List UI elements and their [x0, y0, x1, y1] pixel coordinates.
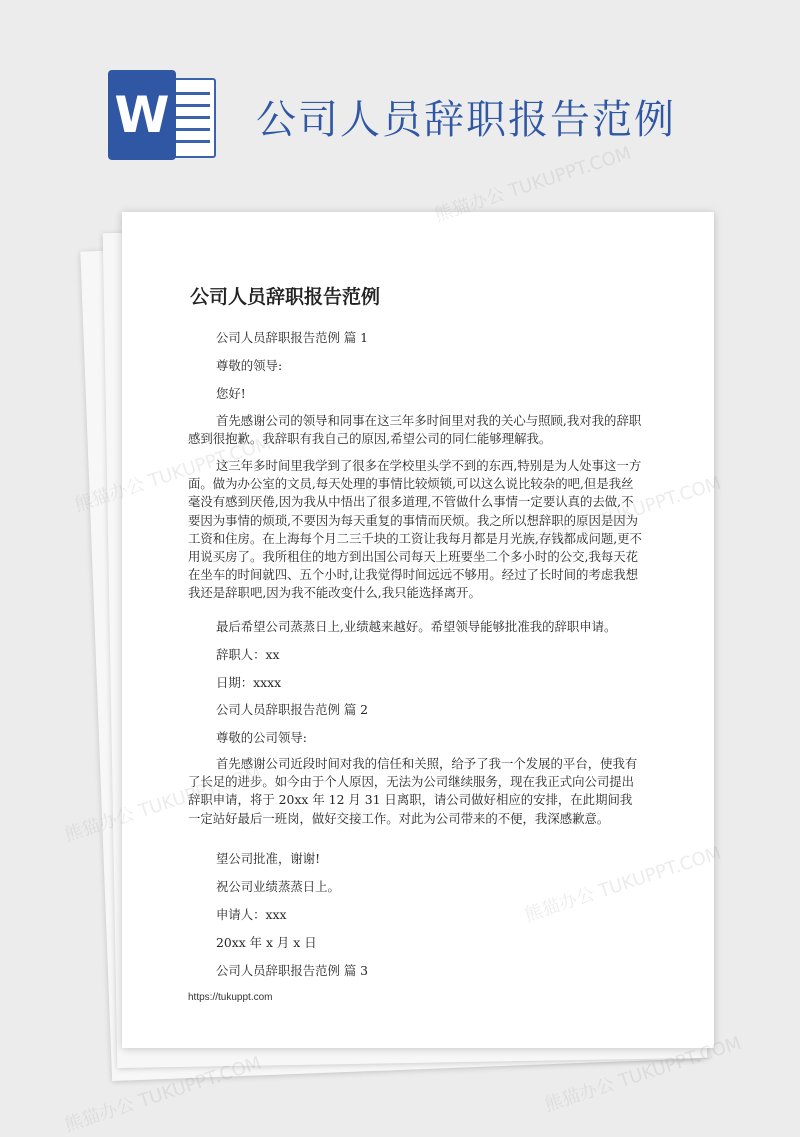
section-2-wish: 祝公司业绩蒸蒸日上。 — [216, 879, 340, 894]
word-logo-letter: W — [108, 70, 176, 160]
section-1-greeting: 您好! — [216, 386, 246, 401]
footer-url: https://tukuppt.com — [188, 992, 273, 1003]
text-line-icon — [170, 92, 210, 95]
section-2-heading: 公司人员辞职报告范例 篇 2 — [216, 702, 369, 717]
text-line-icon — [170, 128, 210, 131]
watermark: 熊猫办公 TUKUPPT.COM — [542, 1032, 744, 1117]
section-2-applicant: 申请人：xxx — [216, 907, 287, 922]
section-1-paragraph-1: 首先感谢公司的领导和同事在这三年多时间里对我的关心与照顾,我对我的辞职感到很抱歉。我辞职有我自己的原因,希望公司的同仁能够理解我。 — [188, 413, 642, 447]
watermark: 熊猫办公 — [62, 803, 138, 847]
section-2-salutation: 尊敬的公司领导: — [216, 730, 307, 745]
watermark: 熊猫办公 TUKUPPT.COM — [62, 1052, 264, 1137]
text-line-icon — [170, 140, 210, 143]
watermark: 熊猫办公 TUKUPPT.COM — [432, 142, 634, 227]
section-1-paragraph-3: 最后希望公司蒸蒸日上,业绩越来越好。希望领导能够批准我的辞职申请。 — [216, 619, 617, 634]
section-1-heading: 公司人员辞职报告范例 篇 1 — [216, 330, 369, 345]
header — [0, 0, 800, 200]
text-line-icon — [170, 116, 210, 119]
section-1-salutation: 尊敬的领导: — [216, 358, 283, 373]
document-page — [122, 212, 714, 1048]
section-3-heading: 公司人员辞职报告范例 篇 3 — [216, 963, 369, 978]
section-2-thanks: 望公司批准，谢谢! — [216, 851, 321, 866]
word-logo-icon — [108, 70, 218, 160]
section-2-paragraph-1: 首先感谢公司近段时间对我的信任和关照，给予了我一个发展的平台，使我有了长足的进步。如今由于个人原因，无法为公司继续服务，现在我正式向公司提出辞职申请，将于 20xx 年 12 月 31 日离职，请公司做好相应的安排，在此期间我一定站好最后一班岗，做好交接工作。对此为公司带来的不便，我深感歉意。 — [188, 756, 638, 826]
document-title: 公司人员辞职报告范例 — [190, 286, 381, 308]
section-1-signer: 辞职人：xx — [216, 647, 280, 662]
section-1-date: 日期：xxxx — [216, 675, 282, 690]
text-line-icon — [170, 104, 210, 107]
page-title: 公司人员辞职报告范例 — [256, 97, 676, 143]
section-1-paragraph-2: 这三年多时间里我学到了很多在学校里头学不到的东西,特别是为人处事这一方面。做为办公室的文员,每天处理的事情比较烦锁,可以这么说比较杂的吧,但是我丝毫没有感到厌倦,因为我从中悟出了很多道理,不管做什么事情一定要认真的去做,不要因为事情的烦琐,不要因为每天重复的事情而厌烦。我之所以想辞职的原因是因为工资和住房。在上海每个月二三千块的工资让我每月都是月光族,存钱都成问题,更不用说买房了。我所租住的地方到出国公司每天上班要坐二个多小时的公交,我每天花在坐车的时间就四、五个小时,让我觉得时间远远不够用。经过了长时间的考虑我想我还是辞职吧,因为我不能改变什么,我只能选择离开。 — [188, 458, 642, 601]
section-2-date: 20xx 年 x 月 x 日 — [216, 935, 317, 950]
